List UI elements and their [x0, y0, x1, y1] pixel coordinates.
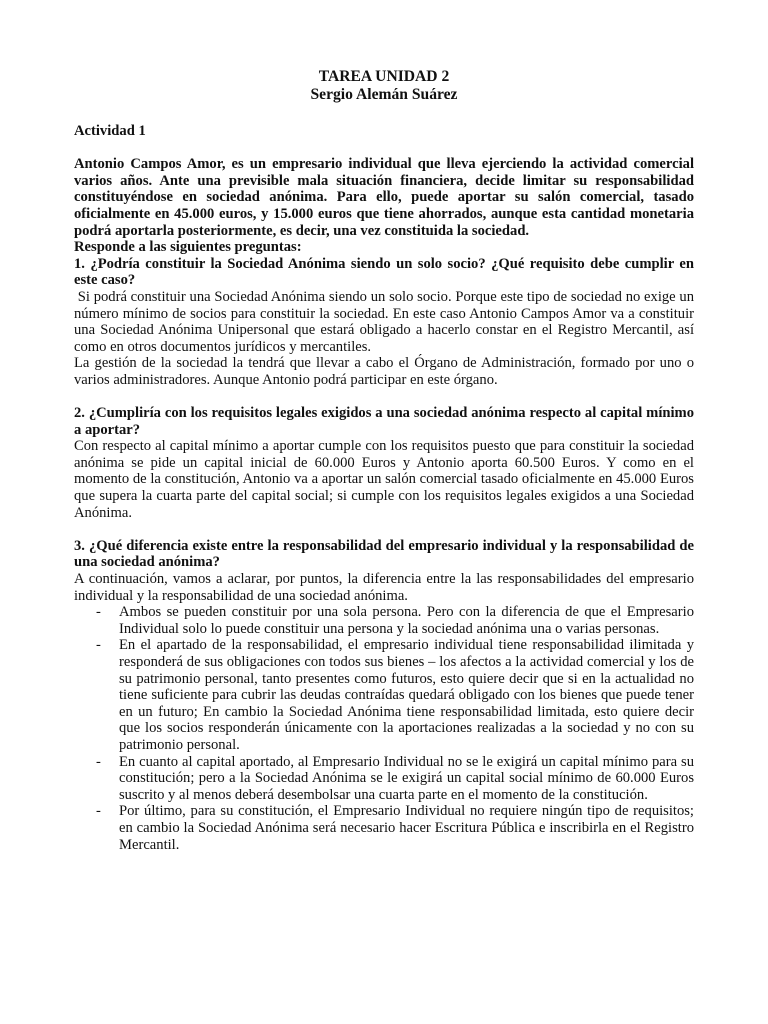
list-item-text: Ambos se pueden constituir por una sola persona. Pero con la diferencia de que el Empresario Individual solo lo puede constituir una persona y la sociedad anónima una o varias personas.: [119, 604, 694, 637]
section-heading: Actividad 1: [74, 123, 146, 139]
answer-1-paragraph-2: La gestión de la sociedad la tendrá que llevar a cabo el Órgano de Administración, formado por uno o varios administradores. Aunque Antonio podrá participar en este órgano.: [74, 355, 694, 388]
question-1: 1. ¿Podría constituir la Sociedad Anónima siendo un solo socio? ¿Qué requisito debe cumplir en este caso?: [74, 255, 694, 289]
document-title: TAREA UNIDAD 2: [318, 68, 450, 85]
list-item-text: En cuanto al capital aportado, al Empresario Individual no se le exigirá un capital mínimo para su constitución; pero a la Sociedad Anónima se le exigirá un capital social mínimo de 60.000 Euros suscrito y al menos deberá desembolsar una cuarta parte en el momento de la constitución.: [119, 753, 694, 803]
questions-prompt: Responde a las siguientes preguntas:: [74, 239, 302, 256]
document-author: Sergio Alemán Suárez: [310, 86, 458, 103]
dash-bullet: -: [96, 753, 101, 770]
list-item-text: En el apartado de la responsabilidad, el empresario individual tiene responsabilidad ilimitada y responderá de sus obligaciones con todos sus bienes – los afectos a la actividad comercial y los de su patrimonio personal, tanto presentes como futuros, esto quiere decir que si en la actualidad no tiene suficiente para cubrir las deudas contraídas quedará obligado con los bienes que puede tener en un futuro; En cambio la Sociedad Anónima tiene responsabilidad limitada, esto quiere decir que los socios responderán únicamente con la aportaciones realizadas a la sociedad y no con su patrimonio personal.: [119, 637, 694, 753]
question-3: 3. ¿Qué diferencia existe entre la responsabilidad del empresario individual y la responsabilidad de una sociedad anónima?: [74, 537, 694, 571]
list-item: [74, 604, 694, 637]
answer-2: Con respecto al capital mínimo a aportar cumple con los requisitos puesto que para constituir la sociedad anónima se pide un capital inicial de 60.000 Euros y Antonio aporta 60.500 Euros. Y como en el momento de la constitución, Antonio va a aportar un salón comercial tasado oficialmente en 45.000 Euros que supera la cuarta parte del capital social; si cumple con los requisitos legales exigidos a una Sociedad Anónima.: [74, 438, 694, 521]
answer-3-list: [74, 604, 694, 853]
list-item: [74, 754, 694, 804]
question-2: 2. ¿Cumpliría con los requisitos legales exigidos a una sociedad anónima respecto al capital mínimo a aportar?: [74, 405, 694, 438]
list-item-text: Por último, para su constitución, el Empresario Individual no requiere ningún tipo de requisitos; en cambio la Sociedad Anónima será necesario hacer Escritura Pública e inscribirla en el Registro Mercantil.: [119, 803, 694, 853]
answer-1-paragraph-1: Si podrá constituir una Sociedad Anónima siendo un solo socio. Porque este tipo de sociedad no exige un número mínimo de socios para constituir la sociedad. En este caso Antonio Campos Amor va a constituir una Sociedad Anónima Unipersonal que estará obligado a hacerlo constar en el Registro Mercantil, así como en otros documentos jurídicos y mercantiles.: [74, 288, 698, 355]
list-item: [74, 637, 694, 753]
list-item: [74, 803, 694, 853]
dash-bullet: -: [96, 604, 101, 621]
case-statement: Antonio Campos Amor, es un empresario individual que lleva ejerciendo la actividad comercial varios años. Ante una previsible mala situación financiera, decide limitar su responsabilidad constituyéndose en sociedad anónima. Para ello, puede aportar su salón comercial, tasado oficialmente en 45.000 euros, y 15.000 euros que tiene ahorrados, aunque esta cantidad monetaria podrá aportarla posteriormente, es decir, una vez constituida la sociedad.: [74, 156, 694, 239]
dash-bullet: -: [96, 637, 101, 654]
dash-bullet: -: [96, 803, 101, 820]
answer-3-intro: A continuación, vamos a aclarar, por puntos, la diferencia entre la las responsabilidades del empresario individual y la responsabilidad de una sociedad anónima.: [74, 571, 694, 604]
